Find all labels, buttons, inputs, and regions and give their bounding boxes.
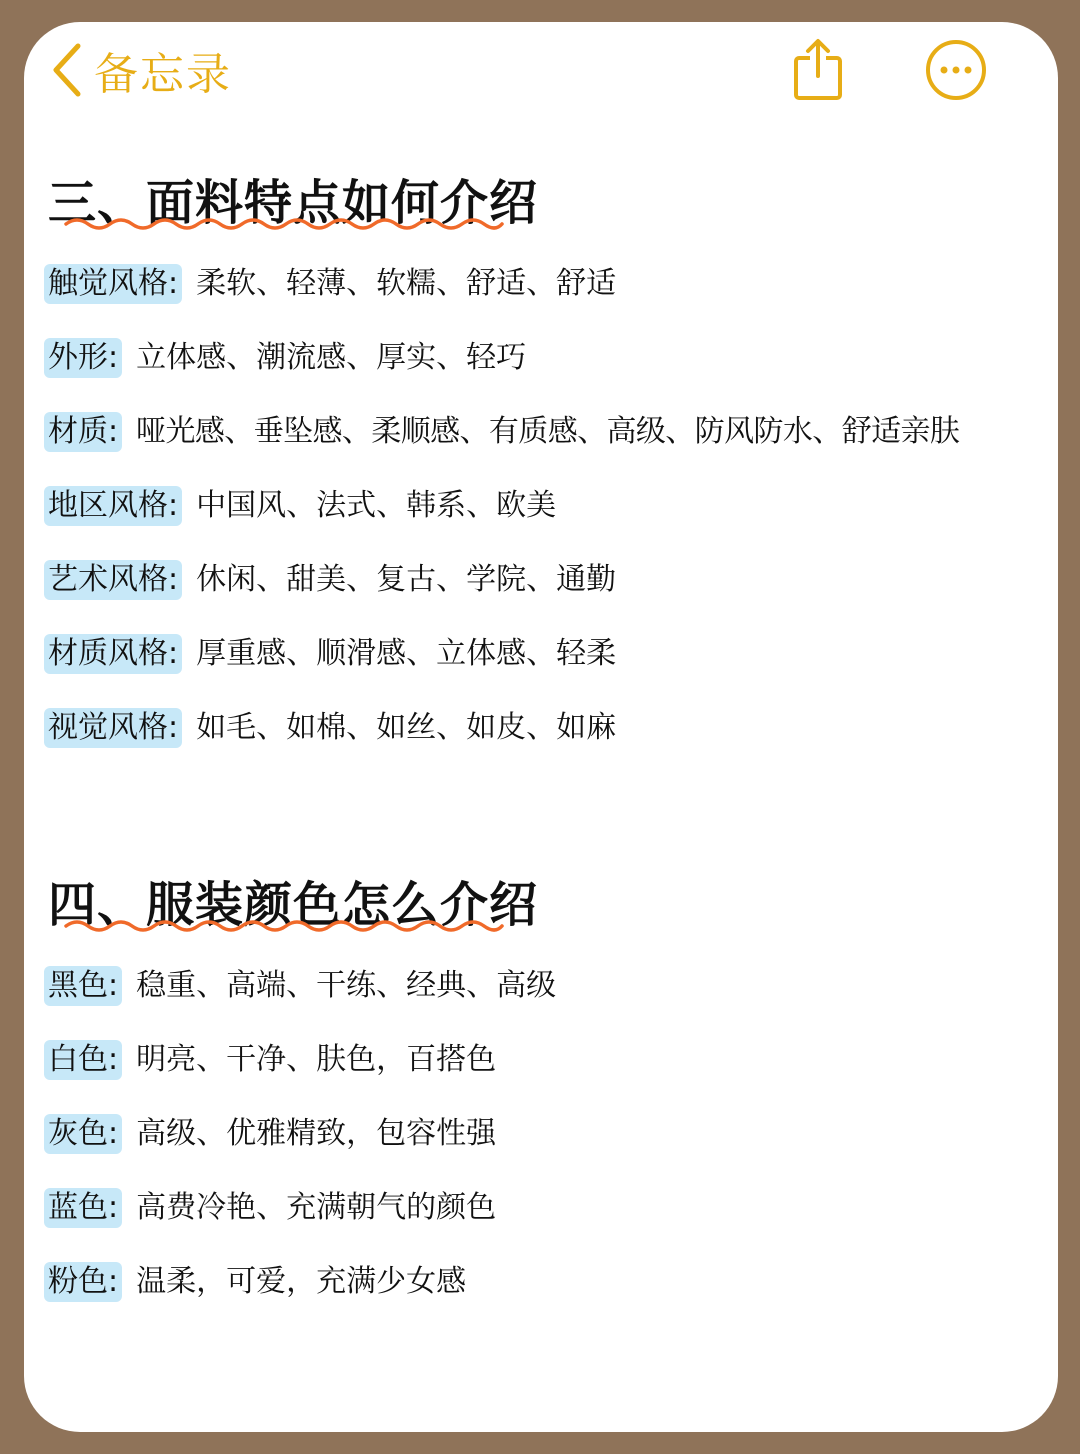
row-label: 粉色: [44,1262,122,1302]
list-item [44,338,526,378]
row-label: 地区风格: [44,486,182,526]
chevron-left-icon [50,42,84,98]
row-label: 蓝色: [44,1188,122,1228]
list-item [44,1040,496,1080]
list-item [44,708,616,748]
list-item [44,634,616,674]
title-underline-squiggle [64,214,504,234]
row-value: 高费冷艳、充满朝气的颜色 [136,1190,497,1225]
row-label: 外形: [44,338,122,378]
share-icon[interactable] [788,36,848,102]
row-value: 如毛、如棉、如丝、如皮、如麻 [196,710,617,745]
section-title-colors: 四、服装颜色怎么介绍 [48,877,539,933]
row-label: 艺术风格: [44,560,182,600]
row-label: 触觉风格: [44,264,182,304]
row-label: 材质: [44,412,122,452]
row-value: 稳重、高端、干练、经典、高级 [136,968,557,1003]
row-value: 柔软、轻薄、软糯、舒适、舒适 [196,266,617,301]
list-item [44,486,556,526]
row-label: 白色: [44,1040,122,1080]
row-value: 明亮、干净、肤色，百搭色 [136,1042,497,1077]
row-value: 立体感、潮流感、厚实、轻巧 [136,340,527,375]
section-title-fabric: 三、面料特点如何介绍 [48,175,539,231]
list-item [44,1262,466,1302]
row-value: 厚重感、顺滑感、立体感、轻柔 [196,636,617,671]
row-label: 灰色: [44,1114,122,1154]
list-item [44,966,556,1006]
list-item [44,1188,496,1228]
list-item [44,412,959,452]
back-button-label: 备忘录 [94,49,232,100]
row-value: 中国风、法式、韩系、欧美 [196,488,557,523]
navigation-bar [24,22,1058,132]
back-button[interactable] [50,40,232,100]
title-underline-squiggle [64,916,504,936]
list-item [44,264,616,304]
row-value: 高级、优雅精致，包容性强 [136,1116,497,1151]
row-value: 休闲、甜美、复古、学院、通勤 [196,562,617,597]
row-value: 哑光感、垂坠感、柔顺感、有质感、高级、防风防水、舒适亲肤 [136,414,960,449]
row-value: 温柔，可爱，充满少女感 [136,1264,467,1299]
more-options-icon[interactable] [924,38,988,102]
notes-card [24,22,1058,1432]
list-item [44,1114,496,1154]
row-label: 材质风格: [44,634,182,674]
row-label: 视觉风格: [44,708,182,748]
list-item [44,560,616,600]
row-label: 黑色: [44,966,122,1006]
